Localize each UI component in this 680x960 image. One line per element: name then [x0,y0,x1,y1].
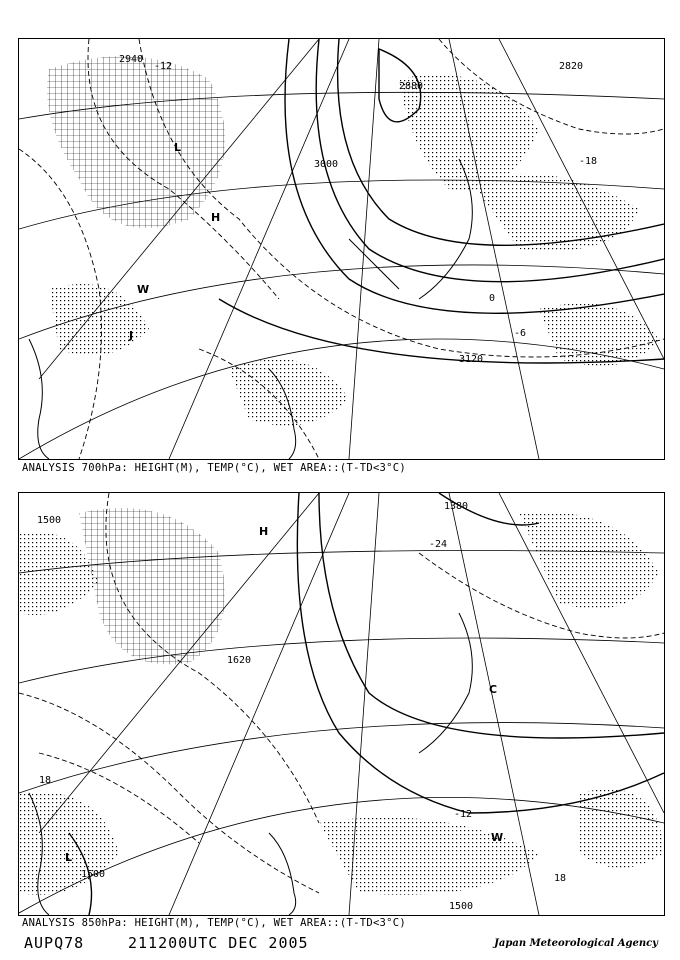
height-label: 2880 [399,81,424,92]
temp-label: -24 [429,539,448,550]
caption-700hpa: ANALYSIS 700hPa: HEIGHT(M), TEMP(°C), WET AREA::(T-TD<3°C) [22,462,407,474]
caption-850hpa: ANALYSIS 850hPa: HEIGHT(M), TEMP(°C), WET AREA::(T-TD<3°C) [22,917,407,929]
cold-center: C [489,683,498,696]
height-label: 3000 [314,159,339,170]
height-label: 3120 [459,354,484,365]
temp-label: 18 [554,873,567,884]
chart-700hpa [19,39,664,459]
high-center: H [259,525,269,538]
temp-label: 0 [489,293,496,304]
height-label: 2820 [559,61,584,72]
height-label: 1500 [449,901,474,912]
chart-code: AUPQ78 [24,934,85,952]
wet-areas [19,508,664,895]
agency-name: Japan Meteorological Agency [494,938,658,949]
low-center: L [65,851,73,864]
temp-label: -6 [514,328,527,339]
height-label: 1620 [227,655,252,666]
temp-label: -12 [454,809,473,820]
temp-label: 18 [39,775,52,786]
temp-label: -12 [154,61,173,72]
map-700hpa [18,38,665,460]
high-center: H [211,211,221,224]
height-label: 1500 [37,515,62,526]
height-label: 2940 [119,54,144,65]
valid-time: 211200UTC DEC 2005 [128,934,309,952]
temp-label: -18 [579,156,598,167]
map-850hpa [18,492,665,916]
height-label: 1500 [81,869,106,880]
height-label: 1380 [444,501,469,512]
warm-center: W [137,283,150,296]
warm-center: W [491,831,504,844]
low-center: L [174,141,182,154]
chart-850hpa [19,493,664,915]
map-letter: J [129,329,134,342]
